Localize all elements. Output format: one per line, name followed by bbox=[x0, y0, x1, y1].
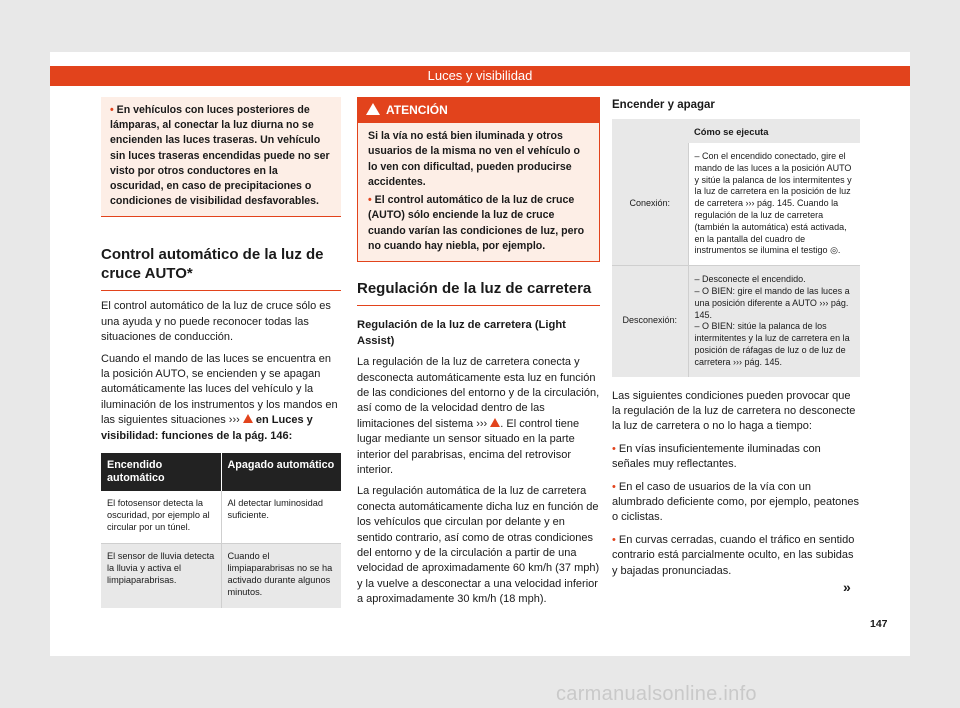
list-item-text: En vías insuficientemente iluminadas con señales muy reflectantes. bbox=[612, 442, 821, 471]
bullet-list bbox=[612, 442, 860, 579]
table-header: Encendido automático bbox=[101, 453, 221, 491]
column-left bbox=[101, 97, 341, 608]
section-title: Control automático de la luz de cruce AUTO* bbox=[101, 246, 324, 283]
note-text: En vehículos con luces posteriores de lámparas, al conectar la luz diurna no se encienden las luces traseras. Un vehículo sin luces traseras encendidas puede no ser visto por otros conductores en la oscuridad, en caso de precipitaciones o condiciones de visibilidad desfavorables. bbox=[110, 104, 330, 208]
section-heading-box bbox=[357, 279, 600, 306]
attention-text: Si la vía no está bien iluminada y otros usuarios de la misma no ven el vehículo o lo ven con dificultad, pueden producirse accidentes. bbox=[368, 130, 580, 188]
table-header-row bbox=[101, 453, 341, 491]
attention-box bbox=[357, 97, 600, 262]
paragraph-part: Cuando el mando de las luces se encuentra en la posición AUTO, se encienden y se apagan automáticamente las luces del vehículo y la iluminación de los instrumentos y los mandos en las siguientes situaciones ››› bbox=[101, 352, 338, 427]
table-header: Apagado automático bbox=[221, 453, 341, 491]
page-header: Luces y visibilidad bbox=[50, 66, 910, 86]
list-item-text: En curvas cerradas, cuando el tráfico en sentido contrario está parcialmente oculto, en las subidas y bajadas pronunciadas. bbox=[612, 533, 855, 577]
page-number: 147 bbox=[870, 618, 888, 630]
paragraph: Las siguientes condiciones pueden provocar que la regulación de la luz de carretera no desconecte la luz de carretera o no lo haga a tiempo: bbox=[612, 389, 856, 433]
column-right bbox=[612, 97, 860, 579]
bullet-icon: • bbox=[110, 104, 114, 116]
section-subheading: Encender y apagar bbox=[612, 99, 715, 111]
attention-item bbox=[368, 193, 589, 254]
paragraph: La regulación automática de la luz de carretera conecta automáticamente dicha luz en función de los vehículos que circulan por delante y en sentido contrario, así como de otras condiciones del entorno y de la circulación a partir de una velocidad de aproximadamente 60 km/h (37 mph) y la vuelve a desconectar a una velocidad inferior a aproximadamente 30 km/h (18 mph). bbox=[357, 485, 600, 606]
bullet-icon: • bbox=[612, 480, 616, 493]
table-cell: El sensor de lluvia detecta la lluvia y activa el limpiaparabrisas. bbox=[101, 544, 221, 609]
section-title: Regulación de la luz de carretera bbox=[357, 280, 592, 298]
table-cell: – Desconecte el encendido. – O BIEN: gire el mando de las luces a una posición diferente a AUTO ››› pág. 145. – O BIEN: sitúe la palanca de los intermitentes y la luz de carretera en la posición de ráfagas de luz o de luz de carretera ››› pág. 145. bbox=[688, 266, 860, 377]
bullet-icon: • bbox=[612, 442, 616, 455]
column-middle bbox=[357, 97, 600, 608]
table-cell: Cuando el limpiaparabrisas no se ha activado durante algunos minutos. bbox=[221, 544, 341, 609]
switch-table bbox=[612, 119, 860, 377]
table-header-blank bbox=[612, 119, 688, 143]
table-row-label: Conexión: bbox=[612, 143, 688, 266]
attention-text: El control automático de la luz de cruce (AUTO) sólo enciende la luz de cruce cuando varían las condiciones de luz, pero no cuando hay niebla, por ejemplo. bbox=[368, 194, 585, 253]
watermark-text: carmanualsonline.info bbox=[556, 683, 757, 705]
bullet-icon: • bbox=[368, 194, 372, 207]
list-item-text: En el caso de usuarios de la vía con un alumbrado deficiente como, por ejemplo, peatones o ciclistas. bbox=[612, 480, 860, 524]
table-cell: Al detectar luminosidad suficiente. bbox=[221, 491, 341, 544]
table-row bbox=[101, 544, 341, 609]
list-item bbox=[612, 480, 860, 526]
table-cell: – Con el encendido conectado, gire el mando de las luces a la posición AUTO y sitúe la palanca de los intermitentes y la luz de carretera en la posición de luz de carretera ››› pág. 145. Cuando la regulación de la luz de carretera (también la automática) está activada, en la pantalla del cuadro de instrumentos se ilumina el testigo ◎. bbox=[688, 143, 860, 266]
table-row bbox=[612, 143, 860, 266]
attention-header bbox=[358, 98, 599, 123]
warning-triangle-icon bbox=[490, 418, 500, 427]
table-row-label: Desconexión: bbox=[612, 266, 688, 377]
paragraph: El control automático de la luz de cruce sólo es una ayuda y no puede reconocer todas las situaciones de conducción. bbox=[101, 300, 331, 344]
warning-triangle-icon bbox=[366, 103, 380, 115]
continue-marker: » bbox=[843, 579, 851, 595]
note-box bbox=[101, 97, 341, 217]
attention-label: ATENCIÓN bbox=[386, 103, 448, 117]
paragraph-part: en Luces y visibilidad: funciones de la pág. 146: bbox=[101, 414, 313, 442]
table-row bbox=[101, 491, 341, 544]
paragraph-part: . El control tiene lugar mediante un sensor situado en la parte interior del parabrisas, encima del retrovisor interior. bbox=[357, 417, 580, 477]
auto-light-table bbox=[101, 453, 341, 608]
warning-triangle-icon bbox=[243, 414, 253, 423]
bullet-icon: • bbox=[612, 533, 616, 546]
paragraph-part: La regulación de la luz de carretera conecta y desconecta automáticamente esta luz en función de las condiciones del entorno y de la circulación, así como de la velocidad dentro de las limitaciones del sistema ››› bbox=[357, 356, 600, 430]
list-item bbox=[612, 533, 860, 579]
paragraph bbox=[357, 355, 600, 478]
subsection-title: Regulación de la luz de carretera (Light Assist) bbox=[357, 319, 566, 347]
paragraph bbox=[101, 352, 341, 444]
attention-body bbox=[358, 123, 599, 261]
table-row bbox=[612, 266, 860, 377]
list-item bbox=[612, 442, 860, 473]
section-heading-box bbox=[101, 245, 341, 291]
table-cell: El fotosensor detecta la oscuridad, por ejemplo al circular por un túnel. bbox=[101, 491, 221, 544]
table-header-row bbox=[612, 119, 860, 143]
table-header: Cómo se ejecuta bbox=[688, 119, 860, 143]
